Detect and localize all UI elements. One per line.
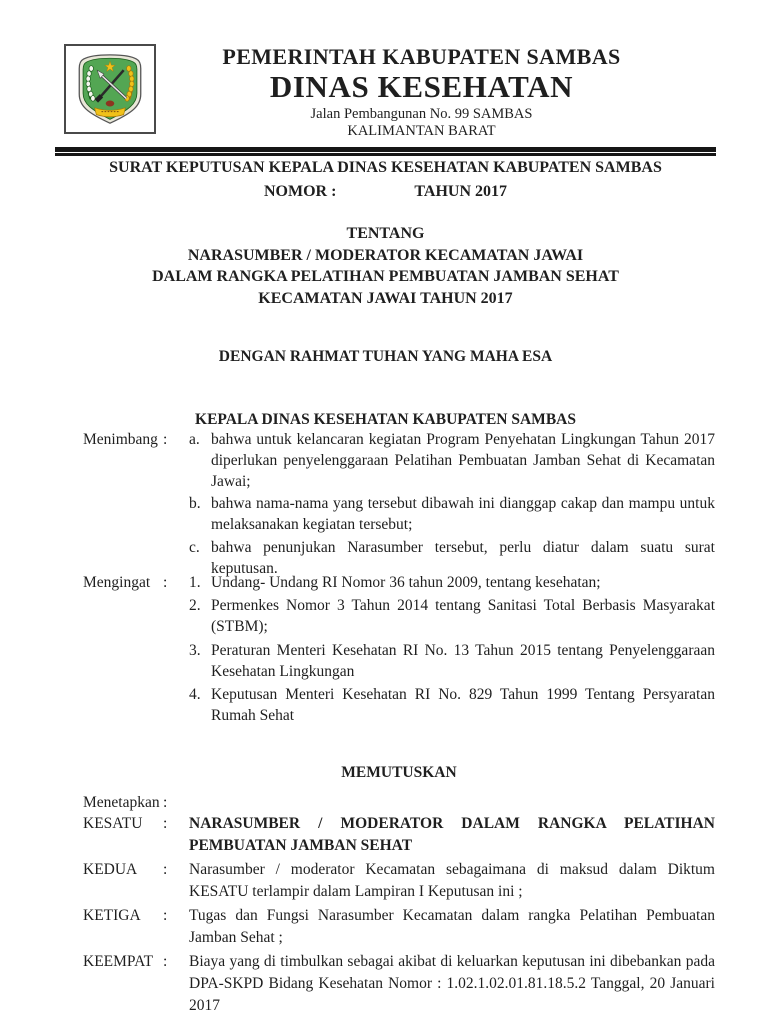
colon: :	[163, 794, 168, 811]
item-text: Peraturan Menteri Kesehatan RI No. 13 Tahun 2015 tentang Penyelenggaraan Kesehatan Lingkungan	[211, 641, 715, 680]
mengingat-item	[189, 640, 715, 682]
decision-text: NARASUMBER / MODERATOR DALAM RANGKA PELATIHAN PEMBUATAN JAMBAN SEHAT	[189, 815, 715, 854]
decision-label: KEDUA	[83, 861, 138, 878]
decision-text: Biaya yang di timbulkan sebagai akibat di keluarkan keputusan ini dibebankan pada DPA-SKPD Bidang Kesehatan Nomor : 1.02.1.02.01.81.18.5.2 Tanggal, 20 Januari 2017	[189, 953, 715, 1014]
invocation-line: DENGAN RAHMAT TUHAN YANG MAHA ESA	[218, 348, 553, 365]
decision-row	[83, 813, 715, 857]
decision-label: KESATU	[83, 815, 143, 832]
decree-number-line	[55, 181, 716, 203]
mengingat-section	[83, 572, 715, 728]
decision-label: KEEMPAT	[83, 953, 154, 970]
item-text: Permenkes Nomor 3 Tahun 2014 tentang Sanitasi Total Berbasis Masyarakat (STBM);	[211, 597, 715, 636]
item-marker: 3.	[189, 641, 201, 659]
nomor-label: NOMOR :	[263, 182, 337, 200]
government-name: PEMERINTAH KABUPATEN SAMBAS	[222, 44, 621, 69]
nomor-year: TAHUN 2017	[414, 182, 508, 200]
tentang-label: TENTANG	[346, 225, 425, 242]
colon: :	[163, 431, 168, 448]
agency-name: DINAS KESEHATAN	[269, 68, 574, 104]
item-marker: 1.	[189, 574, 201, 591]
decision-row	[83, 859, 715, 903]
colon: :	[163, 907, 168, 924]
colon: :	[163, 574, 168, 591]
decision-row	[83, 905, 715, 949]
item-marker: 4.	[189, 686, 201, 704]
decree-title-block	[55, 157, 716, 309]
decision-text: Tugas dan Fungsi Narasumber Kecamatan dalam rangka Pelatihan Pembuatan Jamban Sehat ;	[189, 907, 715, 946]
item-marker: a.	[189, 431, 200, 448]
decision-label: KETIGA	[83, 907, 141, 924]
colon: :	[163, 815, 168, 832]
subject-line: KECAMATAN JAWAI TAHUN 2017	[258, 289, 513, 307]
item-text: Keputusan Menteri Kesehatan RI No. 829 Tahun 1999 Tentang Persyaratan Rumah Sehat	[211, 686, 715, 725]
mengingat-item	[189, 595, 715, 637]
decision-text: Narasumber / moderator Kecamatan sebagaimana di maksud dalam Diktum KESATU terlampir dalam Lampiran I Keputusan ini ;	[189, 861, 715, 900]
colon: :	[163, 953, 168, 970]
mengingat-label: Mengingat	[83, 574, 151, 591]
decision-row	[83, 951, 715, 1017]
mengingat-item	[189, 572, 715, 593]
item-text: bahwa nama-nama yang tersebut dibawah ini dianggap cakap dan mampu untuk melaksanakan kegiatan tersebut;	[211, 495, 715, 534]
letterhead-divider	[55, 147, 716, 156]
authority-line: KEPALA DINAS KESEHATAN KABUPATEN SAMBAS	[195, 411, 576, 428]
item-marker: 2.	[189, 597, 201, 615]
menimbang-item	[189, 494, 715, 536]
decision-list	[83, 813, 715, 1017]
item-marker: c.	[189, 538, 200, 556]
memutuskan-heading: MEMUTUSKAN	[341, 764, 457, 781]
menimbang-section	[83, 430, 715, 582]
menetapkan-row	[83, 792, 715, 813]
item-text: Undang- Undang RI Nomor 36 tahun 2009, tentang kesehatan;	[211, 574, 601, 591]
item-text: bahwa penunjukan Narasumber tersebut, perlu diatur dalam suatu surat keputusan.	[211, 538, 715, 577]
menetapkan-label: Menetapkan	[83, 794, 160, 811]
subject-line: NARASUMBER / MODERATOR KECAMATAN JAWAI	[187, 246, 584, 264]
agency-province: KALIMANTAN BARAT	[347, 122, 496, 139]
subject-line: DALAM RANGKA PELATIHAN PEMBUATAN JAMBAN SEHAT	[152, 268, 619, 285]
item-marker: b.	[189, 495, 201, 513]
menimbang-label: Menimbang	[83, 431, 158, 448]
memutuskan-section	[83, 762, 715, 1019]
decree-heading: SURAT KEPUTUSAN KEPALA DINAS KESEHATAN KABUPATEN SAMBAS	[109, 159, 662, 176]
agency-address: Jalan Pembangunan No. 99 SAMBAS	[310, 106, 533, 123]
colon: :	[163, 861, 168, 878]
letterhead-text	[125, 42, 718, 140]
menimbang-item	[189, 430, 715, 492]
item-text: bahwa untuk kelancaran kegiatan Program Penyehatan Lingkungan Tahun 2017 diperlukan penyelenggaraan Pelatihan Pembuatan Jamban Sehat di Kecamatan Jawai;	[211, 431, 715, 490]
mengingat-item	[189, 684, 715, 726]
